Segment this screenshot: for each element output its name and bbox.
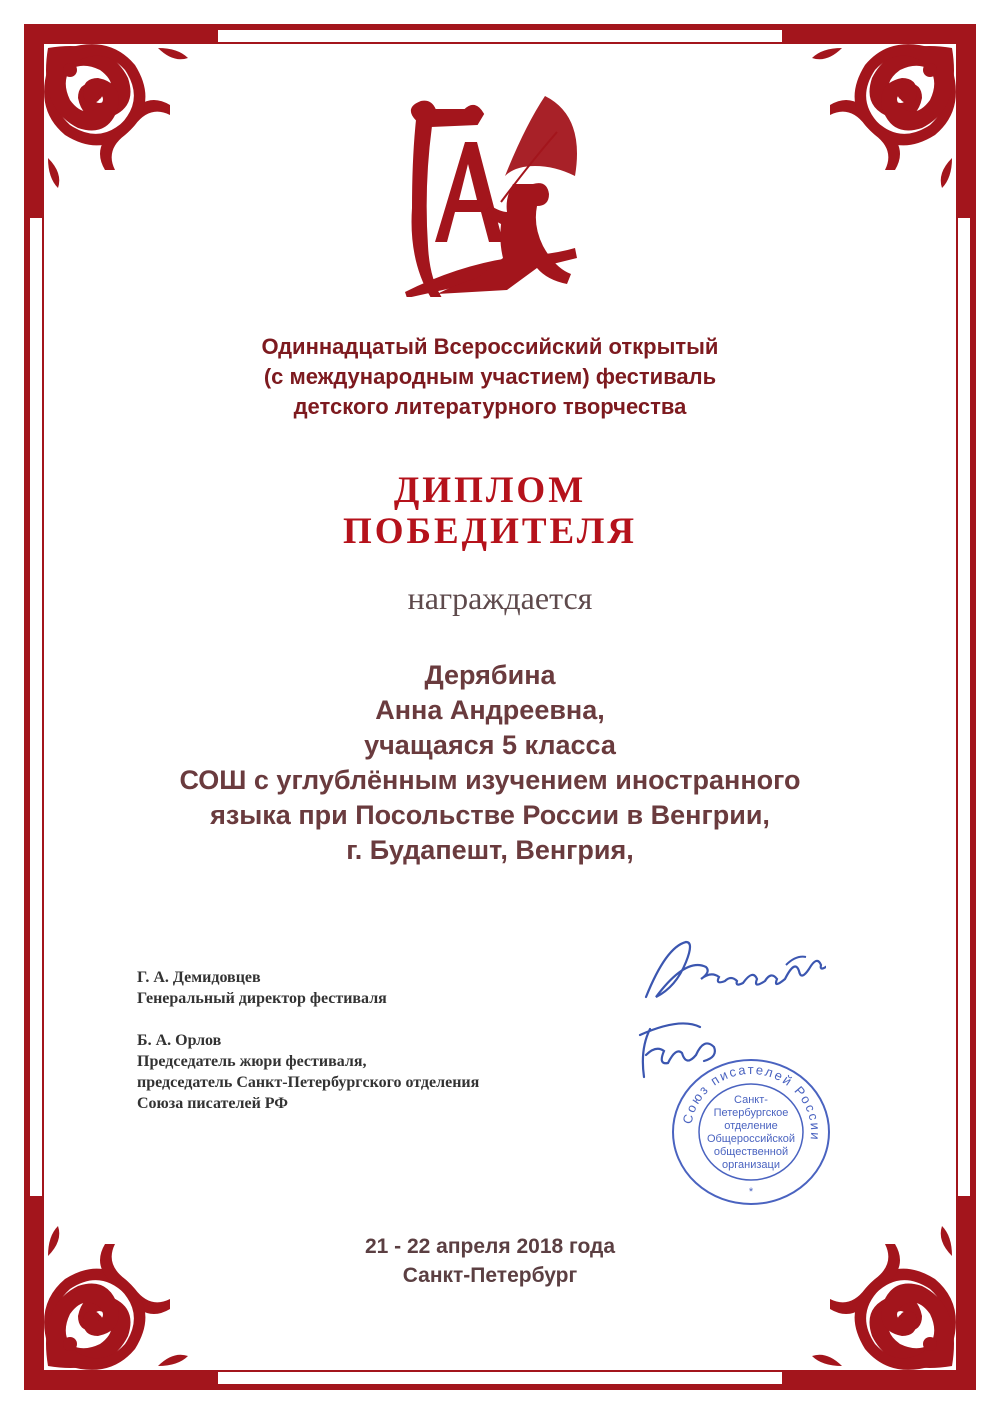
- ornament-corner-bottom-left-icon: [18, 1186, 228, 1396]
- festival-heading: [150, 332, 830, 422]
- stamp-mark: *: [748, 1186, 754, 1198]
- stamp-text: отделение: [724, 1120, 778, 1132]
- stamp-ring-text: Союз писателей России: [679, 1061, 824, 1143]
- stamp-text: Общероссийской: [706, 1133, 796, 1145]
- recipient-school: СОШ с углублённым изучением иностранного: [179, 765, 801, 795]
- stamp-text: Санкт-: [734, 1094, 768, 1106]
- awarded-label: награждается: [407, 580, 593, 616]
- footer-block: [250, 1232, 730, 1290]
- signers-block: [137, 967, 617, 1114]
- signer-name: Б. А. Орлов: [137, 1032, 222, 1049]
- signer-role: председатель Санкт-Петербургского отделения: [137, 1074, 480, 1091]
- recipient-city: г. Будапешт, Венгрия,: [346, 835, 634, 865]
- diploma-title: [200, 470, 780, 552]
- official-stamp-icon: [668, 1057, 834, 1207]
- signer-role: Председатель жюри фестиваля,: [137, 1053, 367, 1070]
- stamp-text: Петербургское: [713, 1107, 789, 1119]
- recipient-surname: Дерябина: [424, 660, 556, 690]
- signer-role: Генеральный директор фестиваля: [137, 990, 387, 1007]
- festival-line: детского литературного творчества: [293, 394, 687, 419]
- signer-name: Г. А. Демидовцев: [137, 969, 261, 986]
- festival-line: (с международным участием) фестиваль: [263, 364, 717, 389]
- recipient-grade: учащаяся 5 класса: [364, 730, 616, 760]
- festival-line: Одиннадцатый Всероссийский открытый: [261, 334, 719, 359]
- ornament-corner-bottom-right-icon: [772, 1186, 982, 1396]
- recipient-name: Анна Андреевна,: [375, 695, 605, 725]
- recipient-school: языка при Посольстве России в Венгрии,: [210, 800, 770, 830]
- ornament-corner-top-right-icon: [772, 18, 982, 228]
- diploma-title-line: ПОБЕДИТЕЛЯ: [342, 511, 638, 552]
- diploma-title-line: ДИПЛОМ: [393, 470, 587, 511]
- stamp-text: организаци: [722, 1159, 780, 1171]
- event-city: Санкт-Петербург: [402, 1264, 578, 1287]
- signer-role: Союза писателей РФ: [137, 1095, 289, 1112]
- stamp-text: общественной: [713, 1146, 789, 1158]
- recipient-block: [90, 658, 890, 868]
- festival-logo-icon: [395, 92, 595, 297]
- signature-demidovtsev-icon: [636, 935, 826, 1010]
- ornament-corner-top-left-icon: [18, 18, 228, 228]
- event-date: 21 - 22 апреля 2018 года: [364, 1235, 616, 1258]
